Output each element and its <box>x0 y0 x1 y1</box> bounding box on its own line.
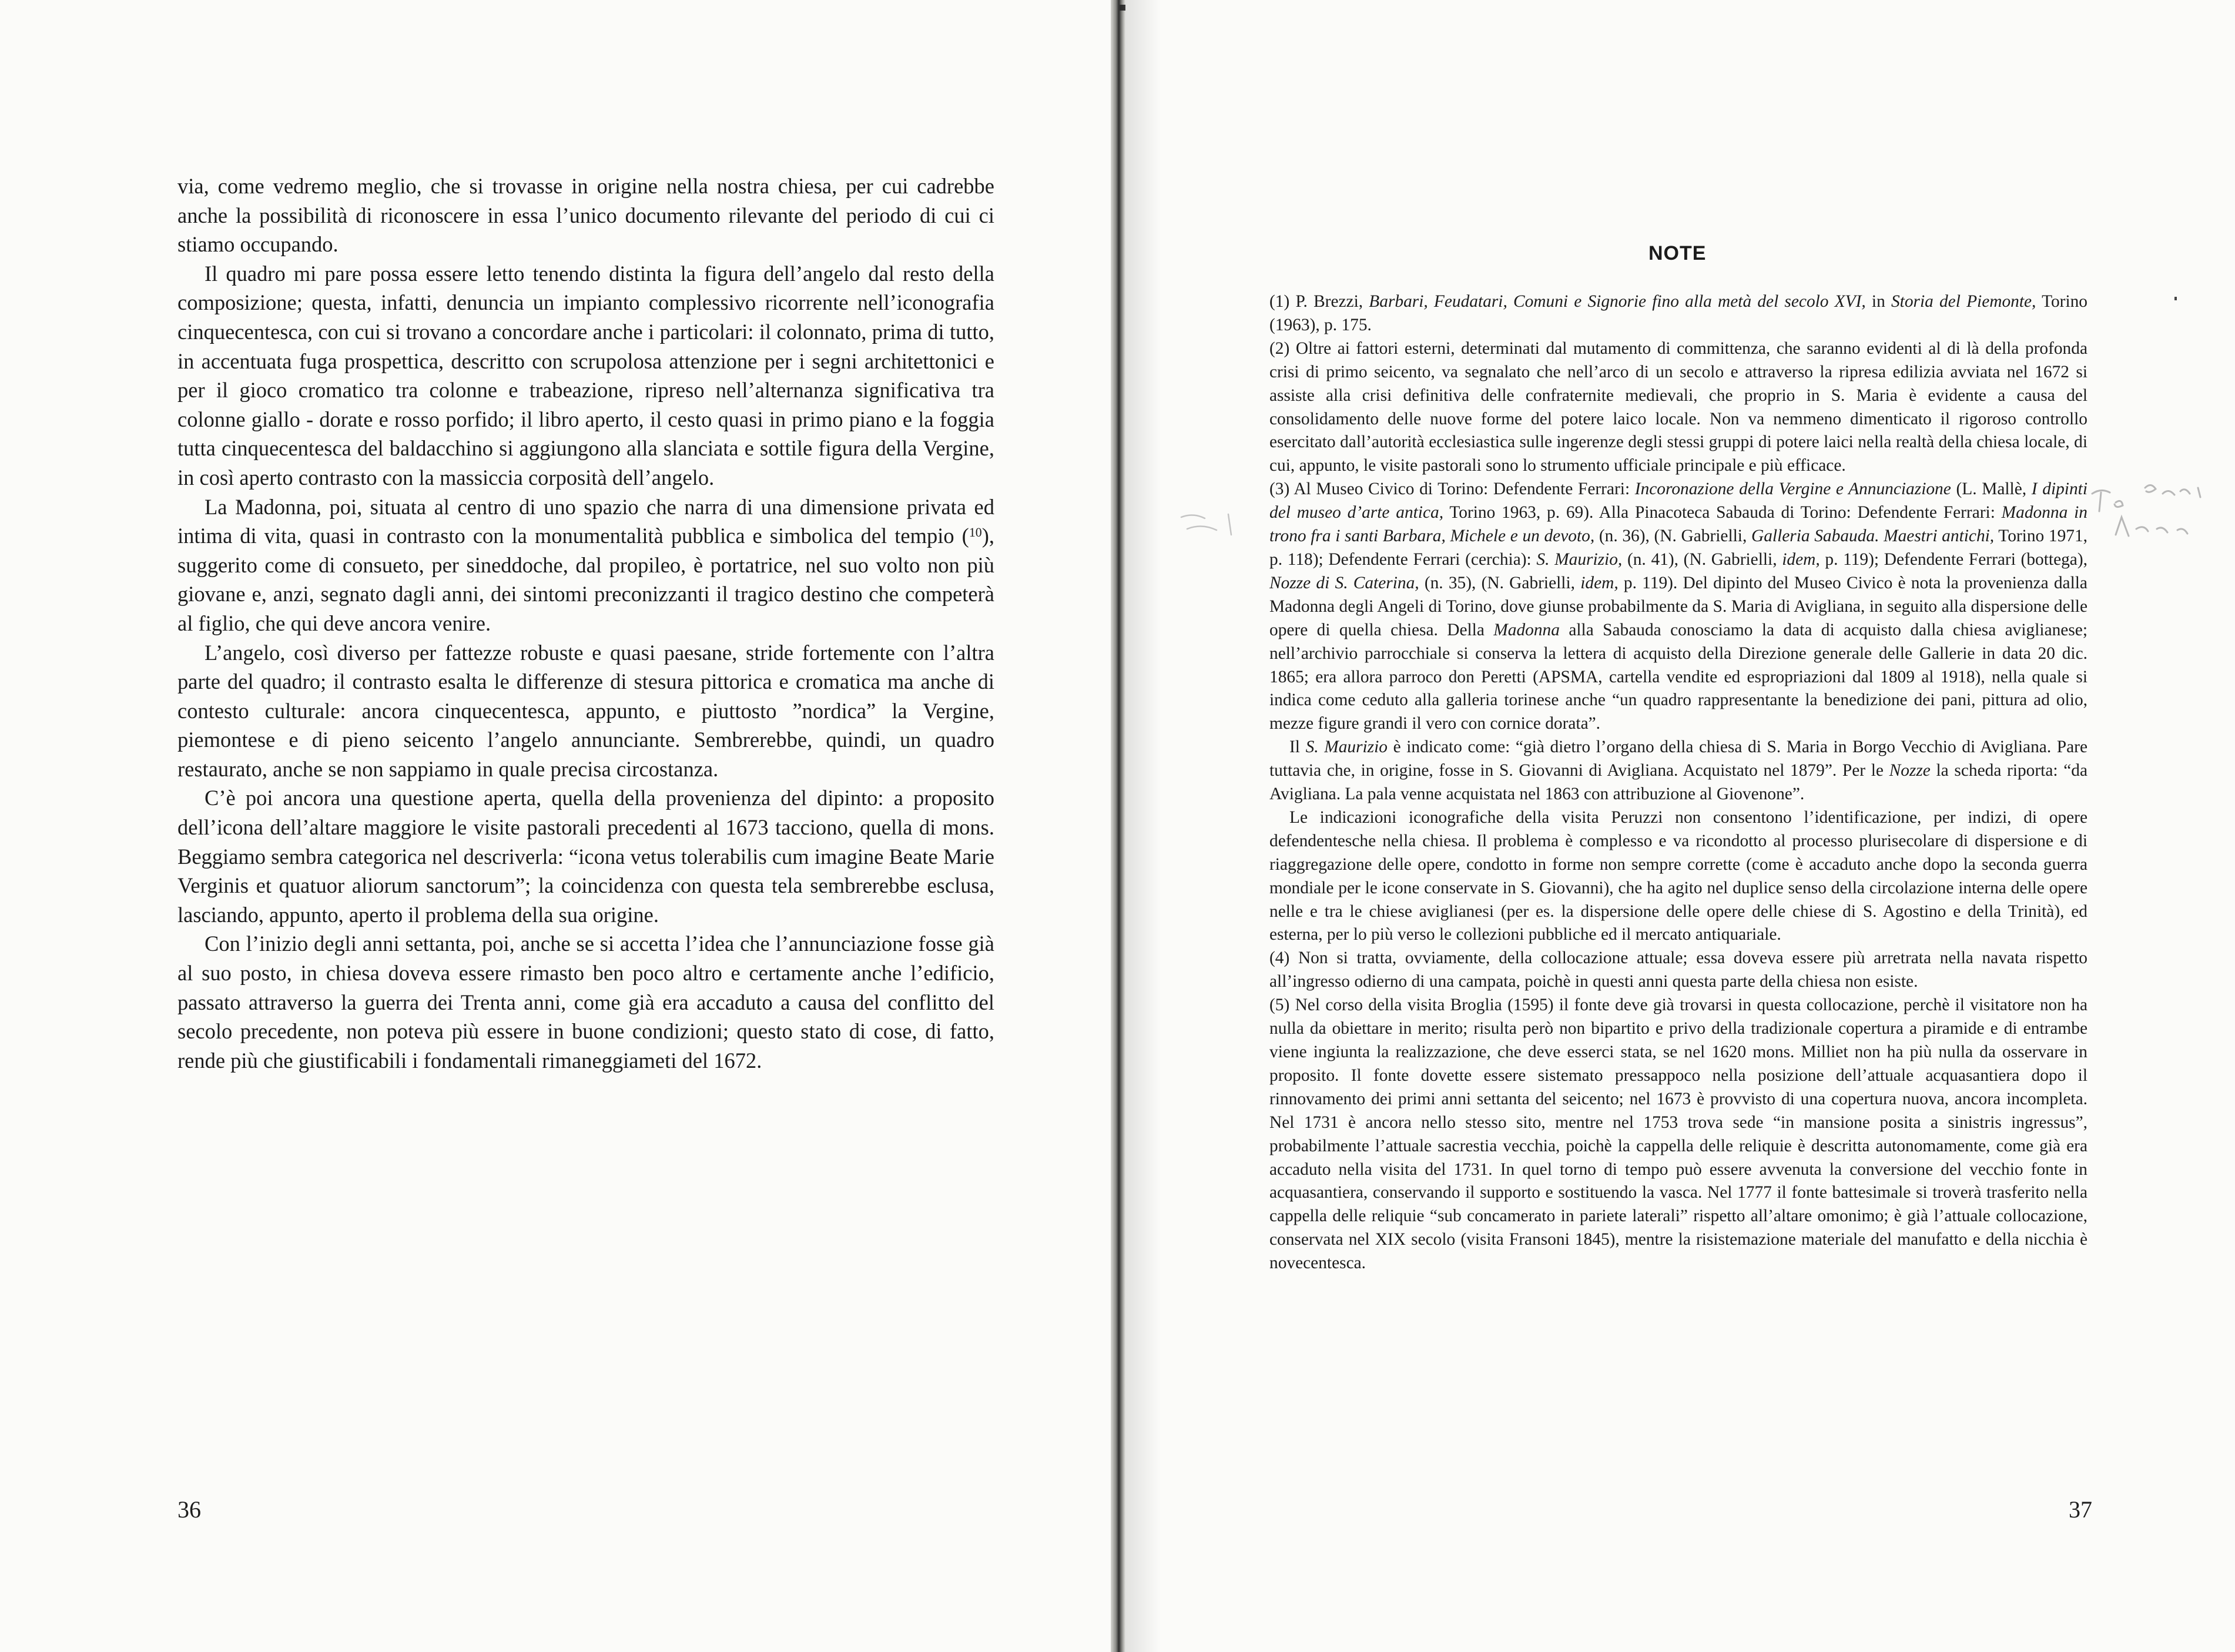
note-number: (1) <box>1269 292 1296 311</box>
note-text: Oltre ai fattori esterni, determinati dal mutamento di committenza, che saranno evidenti al di là della profonda crisi di primo seicento, va segnalato che nell’arco di un secolo e attraverso la ripresa edilizia avviata nel 1672 si assiste alla crisi definitiva delle confraternite medievali, che proprio in S. Maria è evidente a causa del consolidamento delle nuove forme del potere laico locale. Non va nemmeno dimenticato il rigoroso controllo esercitato dall’autorità ecclesiastica sulle ingerenze degli stessi gruppi di potere laici nella realtà della chiesa locale, di cui, appunto, le visite pastorali sono lo strumento ufficiale principale e più efficace. <box>1269 339 2087 475</box>
footnote-reference: 10 <box>969 525 982 540</box>
paragraph: L’angelo, così diverso per fattezze robuste e quasi paesane, stride fortemente con l’altra parte del quadro; il contrasto esalta le differenze di stesura pittorica e cromatica ma anche di contesto culturale: ancora cinquecentesca, appunto, e piuttosto ”nordica” la Vergine, piemontese e di pieno seicento l’angelo annunciante. Sembrerebbe, quindi, un quadro restaurato, anche se non sappiamo in quale precisa circostanza. <box>177 640 994 781</box>
notes-title: NOTE <box>1648 242 1707 264</box>
paragraph: via, come vedremo meglio, che si trovasse in origine nella nostra chiesa, per cui cadrebbe anche la possibilità di riconoscere in essa l’unico documento rilevante del periodo di cui ci stiamo occupando. <box>177 174 994 257</box>
body-text <box>177 172 994 1075</box>
note-text: Nel corso della visita Broglia (1595) il fonte deve già trovarsi in questa collocazione, perchè il visitatore non ha nulla da obiettare in merito; risulta però non bipartito e privo della tradizionale copertura a piramide e di entrambe viene ingiunta la realizzazione, che deve esserci stata, se nel 1620 mons. Milliet non ha più nulla da osservare in proposito. Il fonte dovette essere sistemato pressappoco nella posizione dell’attuale acquasantiera dopo il rinnovamento dei primi anni settanta del seicento; nel 1673 è provvisto di una copertura nuova, ancora incompleta. Nel 1731 è ancora nello stesso sito, mentre nel 1753 trova sede “in mansione posita a sinistris ingressus”, probabilmente l’attuale sacrestia vecchia, poichè la cappella delle reliquie è descritta autonomamente, come già era accaduto nella visita del 1731. In quel torno di tempo può essere avvenuta la conversione del vecchio fonte in acquasantiera, conservando il supporto e sostituendo la vasca. Nel 1777 il fonte battesimale si troverà trasferito nella cappella delle reliquie “sub concamerato in pariete laterali” rispetto all’altare omonimo; è già l’attuale collocazione, conservata nel XIX secolo (visita Fransoni 1845), mentre la risistemazione materiale del manufatto e della nicchia è novecentesca. <box>1269 996 2087 1273</box>
book-gutter <box>1111 0 1125 1652</box>
note-number: (5) <box>1269 996 1295 1015</box>
margin-mark <box>2174 297 2177 300</box>
note-entry <box>1269 994 2087 1275</box>
note-text: Le indicazioni iconografiche della visita Peruzzi non consentono l’identificazione, per indizi, di opere defendentesche nella chiesa. Il problema è complesso e va ricondotto al processo plurisecolare di dispersione e di riaggregazione delle opere, condotto in forme non sempre corrette (come è accaduto anche dopo la seconda guerra mondiale per le icone conservate in S. Giovanni), che ha agito nel duplice senso della circolazione interna delle opere nelle e tra le chiese aviglianesi (per es. la dispersione delle opere delle chiese di S. Agostino e della Trinità), ed esterna, per lo più verso le collezioni pubbliche ed il mercato antiquariale. <box>1269 807 2087 944</box>
left-page <box>0 0 1111 1652</box>
note-text: Il S. Maurizio è indicato come: “già dietro l’organo della chiesa di S. Maria in Borgo Vecchio di Avigliana. Pare tuttavia che, in origine, fosse in S. Giovanni di Avigliana. Acquistato nel 1879”. Per le Nozze la scheda riporta: “da Avigliana. La pala venne acquistata nel 1863 con attribuzione al Giovenone”. <box>1269 738 2087 804</box>
notes-section <box>1269 290 2087 1275</box>
note-entry <box>1269 290 2087 337</box>
handwritten-annotation <box>2080 470 2221 570</box>
handwritten-mark <box>1175 500 1269 547</box>
note-entry <box>1269 478 2087 736</box>
note-text: P. Brezzi, Barbari, Feudatari, Comuni e Signorie fino alla metà del secolo XVI, in Storia del Piemonte, Torino (1963), p. 175. <box>1269 292 2088 334</box>
paragraph: Il quadro mi pare possa essere letto tenendo distinta la figura dell’angelo dal resto della composizione; questa, infatti, denuncia un impianto complessivo ricorrente nell’iconografia cinquecentesca, con cui si trovano a concordare anche i particolari: il colonnato, prima di tutto, in accentuata fuga prospettica, descritto con scrupolosa attenzione per i segni architettonici e per il gioco cromatico tra colonne e trabeazione, ripreso nell’alternanza significativa tra colonne giallo - dorate e rosso porfido; il libro aperto, il cesto quasi in primo piano e la foggia tutta cinquecentesca del baldacchino si aggiungono alla slanciata e sottile figura della Vergine, in così aperto contrasto con la massiccia corposità dell’angelo. <box>177 261 994 490</box>
note-entry <box>1269 806 2087 947</box>
paragraph <box>177 492 994 638</box>
paragraph-text: ), suggerito come di consueto, per sineddoche, dal propileo, è portatrice, nel suo volto non più giovane e, anzi, segnato dagli anni, dei sintomi preconizzanti il tragico destino che competerà al figlio, che qui deve ancora venire. <box>177 524 994 635</box>
note-entry <box>1269 947 2087 994</box>
note-text: Non si tratta, ovviamente, della collocazione attuale; essa doveva essere più arretrata nella navata rispetto all’ingresso odierno di una campata, poichè in questi anni questa parte della chiesa non esiste. <box>1269 949 2087 991</box>
paragraph-text: La Madonna, poi, situata al centro di uno spazio che narra di una dimensione privata ed intima di vita, quasi in contrasto con la monumentalità pubblica e simbolica del tempio ( <box>177 494 994 548</box>
note-text: Al Museo Civico di Torino: Defendente Ferrari: Incoronazione della Vergine e Annunciazione (L. Mallè, I dipinti del museo d’arte antica, Torino 1963, p. 69). Alla Pinacoteca Sabauda di Torino: Defendente Ferrari: Madonna in trono fra i santi Barbara, Michele e un devoto, (n. 36), (N. Gabrielli, Galleria Sabauda. Maestri antichi, Torino 1971, p. 118); Defendente Ferrari (cerchia): S. Maurizio, (n. 41), (N. Gabrielli, idem, p. 119); Defendente Ferrari (bottega), Nozze di S. Caterina, (n. 35), (N. Gabrielli, idem, p. 119). Del dipinto del Museo Civico è nota la provenienza dalla Madonna degli Angeli di Torino, dove giunse probabilmente da S. Maria di Avigliana, in seguito alla dispersione delle opere di quella chiesa. Della Madonna alla Sabauda conosciamo la data di acquisto dalla chiesa aviglianese; nell’archivio parrocchiale si conserva la lettera di acquisto della Direzione generale delle Gallerie in data 20 dic. 1865; era allora parroco don Peretti (APSMA, cartella vendite ed espropriazioni dal 1809 al 1918), nella quale si indica come ceduto alla galleria torinese anche “un quadro rappresentante la benedizione dei pani, pittura ad olio, mezze figure grandi il vero con cornice dorata”. <box>1269 480 2088 733</box>
note-number: (4) <box>1269 949 1298 968</box>
gutter-shadow <box>1125 0 1161 1652</box>
note-number: (3) <box>1269 480 1294 499</box>
note-number: (2) <box>1269 339 1296 358</box>
paragraph: C’è poi ancora una questione aperta, quella della provenienza del dipinto: a proposito dell’icona dell’altare maggiore le visite pastorali precedenti al 1673 tacciono, quella di mons. Beggiamo sembra categorica nel descriverla: “icona vetus tolerabilis cum imagine Beate Marie Verginis et quatuor aliorum sanctorum”; la coincidenza con questa tela sembrerebbe esclusa, lasciando, appunto, aperto il problema della sua origine. <box>177 786 994 927</box>
note-entry <box>1269 337 2087 478</box>
page-number-left: 36 <box>177 1496 201 1523</box>
paragraph: Con l’inizio degli anni settanta, poi, anche se si accetta l’idea che l’annunciazione fosse già al suo posto, in chiesa doveva essere rimasto ben poco altro e certamente anche l’edificio, passato attraverso la guerra dei Trenta anni, come già era accaduto a causa del conflitto del secolo precedente, non poteva più essere in buone condizioni; questo stato di cose, di fatto, rende più che giustificabili i fondamentali rimaneggiameti del 1672. <box>177 931 994 1073</box>
page-number-right: 37 <box>2069 1496 2092 1523</box>
note-entry <box>1269 736 2087 806</box>
